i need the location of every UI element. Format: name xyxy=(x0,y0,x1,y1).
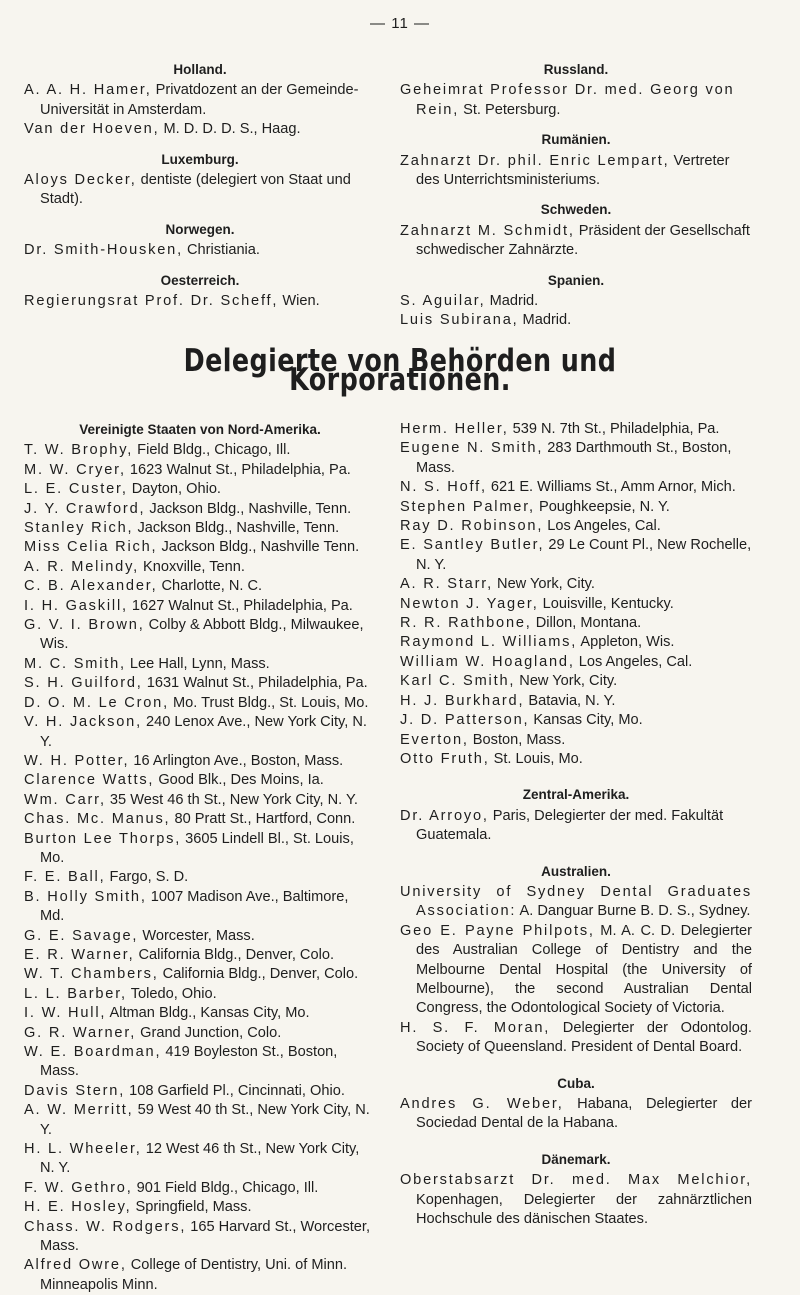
delegate-name: R. R. Rathbone, xyxy=(400,615,532,632)
delegate-name: Dr. Smith-Housken, xyxy=(24,242,183,259)
delegate-details: Toledo, Ohio. xyxy=(126,985,217,1002)
delegate-details: Field Bldg., Chicago, Ill. xyxy=(133,442,291,459)
delegate-name: Geo E. Payne Philpots, xyxy=(400,922,595,939)
delegate-name: Raymond L. Williams, xyxy=(400,634,578,651)
delegate-entry xyxy=(24,1198,376,1217)
section-heading: Cuba. xyxy=(557,1075,595,1091)
delegate-details: 1007 Madison Ave., Baltimore, Md. xyxy=(40,888,349,925)
delegate-details: Dillon, Montana. xyxy=(531,615,642,632)
delegate-details: Dayton, Ohio. xyxy=(127,481,221,498)
delegate-details: 419 Boyleston St., Boston, Mass. xyxy=(40,1044,338,1080)
delegate-name: Regierungsrat Prof. Dr. Scheff, xyxy=(24,293,279,310)
delegate-name: Ray D. Robinson, xyxy=(400,518,544,535)
delegate-entry xyxy=(24,752,376,771)
delegate-name: Clarence Watts, xyxy=(24,772,155,789)
delegate-entry xyxy=(400,222,752,261)
delegate-name: Eugene N. Smith, xyxy=(400,440,544,457)
delegate-entry xyxy=(24,1256,376,1295)
delegate-entry xyxy=(24,1179,376,1198)
section-heading: Schweden. xyxy=(540,202,612,218)
delegate-details: 1627 Walnut St., Philadelphia, Pa. xyxy=(127,597,353,614)
delegate-details: Präsident der Gesellschaft schwedischer Zahnärzte. xyxy=(416,222,750,259)
delegate-name: I. H. Gaskill, xyxy=(24,597,128,614)
delegate-details: Batavia, N. Y. xyxy=(524,692,616,709)
delegate-details: Fargo, S. D. xyxy=(105,869,189,886)
delegate-entry xyxy=(400,536,752,575)
delegate-name: Newton J. Yager, xyxy=(400,595,539,612)
section-heading: Zentral-Amerika. xyxy=(522,787,630,803)
delegate-entry xyxy=(24,538,376,557)
delegate-details: Jackson Bldg., Nashville, Tenn. xyxy=(133,520,340,537)
delegate-name: H. L. Wheeler, xyxy=(24,1141,142,1158)
delegate-details: California Bldg., Denver, Colo. xyxy=(158,966,359,983)
delegate-details: St. Petersburg. xyxy=(459,101,561,118)
delegate-name: G. V. I. Brown, xyxy=(24,617,145,634)
delegate-name: Burton Lee Thorps, xyxy=(24,830,182,847)
delegate-details: Knoxville, Tenn. xyxy=(138,558,245,575)
delegate-name: Karl C. Smith, xyxy=(400,673,516,690)
delegate-details: Delegierter der Odontolog. Society of Queensland. President of Dental Board. xyxy=(416,1019,752,1056)
delegate-details: 1623 Walnut St., Philadelphia, Pa. xyxy=(125,461,351,478)
delegate-details: A. Danguar Burne B. D. S., Sydney. xyxy=(516,903,751,920)
delegate-details: 12 West 46 th St., New York City, N. Y. xyxy=(40,1141,360,1177)
delegate-entry xyxy=(24,441,376,460)
delegate-entry xyxy=(24,674,376,693)
delegate-name: Geheimrat Professor Dr. med. Georg von Rein, xyxy=(400,82,735,118)
delegate-details: California Bldg., Denver, Colo. xyxy=(134,946,334,963)
delegate-name: H. J. Burkhard, xyxy=(400,692,525,709)
delegate-entry xyxy=(400,711,752,730)
delegate-name: E. Santley Butler, xyxy=(400,537,545,554)
delegate-details: Los Angeles, Cal. xyxy=(543,518,661,535)
delegate-name: Herm. Heller, xyxy=(400,421,509,437)
delegate-name: Miss Celia Rich, xyxy=(24,539,158,556)
delegate-details: Jackson Bldg., Nashville Tenn. xyxy=(157,539,360,556)
delegate-details: 3605 Lindell Bl., St. Louis, Mo. xyxy=(40,830,354,866)
delegate-entry xyxy=(24,985,376,1004)
delegate-details: Jackson Bldg., Nashville, Tenn. xyxy=(145,500,352,517)
delegate-entry xyxy=(24,888,376,927)
main-heading: Delegierte von Behörden und Korporationen. xyxy=(183,343,617,399)
delegate-entry xyxy=(400,883,752,922)
delegate-entry xyxy=(24,558,376,577)
delegate-entry xyxy=(400,439,752,478)
delegate-details: Grand Junction, Colo. xyxy=(136,1024,282,1041)
delegate-details: Mo. Trust Bldg., St. Louis, Mo. xyxy=(168,694,369,711)
delegate-details: Madrid. xyxy=(485,293,539,310)
delegate-entry xyxy=(24,519,376,538)
delegate-details: Los Angeles, Cal. xyxy=(574,653,693,670)
delegate-name: F. E. Ball, xyxy=(24,869,106,886)
delegate-details: College of Dentistry, Uni. of Minn. Minneapolis Minn. xyxy=(40,1257,348,1293)
delegate-name: V. H. Jackson, xyxy=(24,714,142,731)
delegate-details: Boston, Mass. xyxy=(468,731,566,748)
delegate-details: Good Blk., Des Moins, Ia. xyxy=(154,772,324,789)
delegate-name: Otto Fruth, xyxy=(400,750,490,767)
delegate-details: Privatdozent an der Gemeinde-Universität in Amsterdam. xyxy=(40,82,359,118)
delegate-details: New York, City. xyxy=(492,576,595,593)
delegate-name: J. D. Patterson, xyxy=(400,712,530,729)
delegate-entry xyxy=(24,461,376,480)
delegate-details: 539 N. 7th St., Philadelphia, Pa. xyxy=(508,421,720,437)
delegate-entry xyxy=(400,292,752,311)
delegate-name: C. B. Alexander, xyxy=(24,578,158,595)
delegate-name: G. R. Warner, xyxy=(24,1024,137,1041)
delegate-entry xyxy=(24,791,376,810)
delegate-details: 35 West 46 th St., New York City, N. Y. xyxy=(105,791,358,808)
delegate-name: W. H. Potter, xyxy=(24,752,130,769)
delegate-entry xyxy=(24,713,376,752)
delegate-entry xyxy=(24,830,376,869)
delegate-name: S. H. Guilford, xyxy=(24,675,143,692)
delegate-name: M. C. Smith, xyxy=(24,655,126,672)
delegate-name: Andres G. Weber, xyxy=(400,1096,564,1112)
delegate-details: Louisville, Kentucky. xyxy=(538,595,674,612)
delegate-name: L. L. Barber, xyxy=(24,985,127,1002)
delegate-name: J. Y. Crawford, xyxy=(24,500,146,517)
delegate-name: F. W. Gethro, xyxy=(24,1179,133,1196)
delegate-name: Everton, xyxy=(400,731,469,748)
delegate-entry xyxy=(24,1004,376,1023)
delegate-entry xyxy=(400,653,752,672)
delegate-details: Lee Hall, Lynn, Mass. xyxy=(125,655,270,672)
section-heading: Norwegen. xyxy=(165,221,235,237)
delegate-entry xyxy=(400,498,752,517)
delegate-details: Wien. xyxy=(278,293,320,310)
delegate-name: Chass. W. Rodgers, xyxy=(24,1218,187,1235)
delegate-entry xyxy=(400,1019,752,1058)
delegate-entry xyxy=(400,478,752,497)
delegate-entry xyxy=(400,731,752,750)
delegate-entry xyxy=(400,672,752,691)
column-right-top xyxy=(400,60,752,331)
delegate-name: M. W. Cryer, xyxy=(24,461,126,478)
delegate-entry xyxy=(400,517,752,536)
delegate-entry xyxy=(24,810,376,829)
delegate-entry xyxy=(400,575,752,594)
delegate-name: L. E. Custer, xyxy=(24,481,128,498)
delegate-name: Zahnarzt Dr. phil. Enric Lempart, xyxy=(400,152,670,169)
delegate-details: M. A. C. D. Delegierter des Australian College of Dentistry and the Melbourne Dental Hospital (the University of Melbourne), the second Australian Dental Congress, the Odontological Society of Victoria. xyxy=(416,922,752,1017)
delegate-details: Christiania. xyxy=(182,242,260,259)
delegate-entry xyxy=(24,694,376,713)
column-right-bottom xyxy=(400,420,752,1229)
delegate-details: 108 Garfield Pl., Cincinnati, Ohio. xyxy=(125,1082,345,1099)
delegate-name: G. E. Savage, xyxy=(24,927,139,944)
delegate-entry xyxy=(400,81,752,120)
column-left-top xyxy=(24,60,376,311)
delegate-name: A. A. H. Hamer, xyxy=(24,82,152,99)
delegate-details: 80 Pratt St., Hartford, Conn. xyxy=(170,811,356,828)
delegate-details: 901 Field Bldg., Chicago, Ill. xyxy=(132,1179,319,1196)
delegate-name: Zahnarzt M. Schmidt, xyxy=(400,222,575,239)
section-heading: Oesterreich. xyxy=(160,272,240,288)
delegate-entry xyxy=(24,965,376,984)
delegate-entry xyxy=(24,655,376,674)
delegate-name: Alfred Owre, xyxy=(24,1257,127,1274)
section-heading: Luxemburg. xyxy=(161,151,239,167)
delegate-details: M. D. D. D. S., Haag. xyxy=(159,121,301,138)
delegate-entry xyxy=(400,595,752,614)
delegate-entry xyxy=(24,1043,376,1082)
delegate-entry xyxy=(24,1082,376,1101)
delegate-entry xyxy=(400,614,752,633)
delegate-entry xyxy=(400,922,752,1019)
delegate-entry xyxy=(24,480,376,499)
delegate-name: S. Aguilar, xyxy=(400,293,486,310)
delegate-entry xyxy=(24,1140,376,1179)
delegate-details: Altman Bldg., Kansas City, Mo. xyxy=(106,1005,310,1022)
delegate-name: William W. Hoagland, xyxy=(400,653,575,670)
page-number: — 11 — xyxy=(370,15,430,32)
delegate-entry xyxy=(24,868,376,887)
delegate-entry xyxy=(24,1024,376,1043)
delegate-details: Madrid. xyxy=(518,312,572,329)
delegate-details: Worcester, Mass. xyxy=(138,927,255,944)
delegate-details: Poughkeepsie, N. Y. xyxy=(534,498,670,515)
delegate-entry xyxy=(24,597,376,616)
delegate-name: I. W. Hull, xyxy=(24,1005,107,1022)
delegate-details: Kopenhagen, Delegierter der zahnärztlichen Hochschule des dänischen Staates. xyxy=(416,1191,752,1228)
delegate-name: W. E. Boardman, xyxy=(24,1044,162,1060)
delegate-name: A. W. Merritt, xyxy=(24,1102,134,1119)
delegate-entry xyxy=(400,420,752,439)
delegate-entry xyxy=(24,577,376,596)
delegate-details: Colby & Abbott Bldg., Milwaukee, Wis. xyxy=(40,617,364,653)
delegate-name: H. E. Hosley, xyxy=(24,1199,132,1216)
delegate-name: H. S. F. Moran, xyxy=(400,1019,551,1036)
delegate-entry xyxy=(400,1095,752,1134)
delegate-name: A. R. Melindy, xyxy=(24,558,139,575)
delegate-details: Springfield, Mass. xyxy=(131,1199,252,1216)
delegate-entry xyxy=(400,633,752,652)
delegate-entry xyxy=(400,152,752,191)
section-heading: Spanien. xyxy=(547,272,605,288)
delegate-entry xyxy=(24,1218,376,1257)
delegate-name: Van der Hoeven, xyxy=(24,121,160,138)
delegate-name: University of Sydney Dental Graduates Association: xyxy=(400,883,752,920)
delegate-entry xyxy=(400,750,752,769)
delegate-name: Stephen Palmer, xyxy=(400,498,535,515)
delegate-name: Oberstabsarzt Dr. med. Max Melchior, xyxy=(400,1172,752,1189)
delegate-details: 621 E. Williams St., Amm Arnor, Mich. xyxy=(486,479,736,496)
delegate-entry xyxy=(24,927,376,946)
section-heading: Dänemark. xyxy=(541,1151,611,1167)
delegate-entry xyxy=(24,171,376,210)
delegate-details: 165 Harvard St., Worcester, Mass. xyxy=(40,1218,371,1255)
delegate-details: 240 Lenox Ave., New York City, N. Y. xyxy=(40,714,367,750)
delegate-details: St. Louis, Mo. xyxy=(489,750,583,767)
delegate-name: E. R. Warner, xyxy=(24,946,135,963)
delegate-name: A. R. Starr, xyxy=(400,576,493,593)
delegate-name: Aloys Decker, xyxy=(24,172,137,189)
delegate-details: New York, City. xyxy=(515,673,618,690)
delegate-name: T. W. Brophy, xyxy=(24,442,134,459)
section-heading: Russland. xyxy=(543,62,609,77)
section-heading: Vereinigte Staaten von Nord-Amerika. xyxy=(79,422,321,437)
delegate-details: 59 West 40 th St., New York City, N. Y. xyxy=(40,1102,370,1138)
delegate-name: B. Holly Smith, xyxy=(24,888,147,905)
delegate-details: 29 Le Count Pl., New Rochelle, N. Y. xyxy=(416,537,752,573)
delegate-details: dentiste (delegiert von Staat und Stadt). xyxy=(40,172,351,208)
delegate-entry xyxy=(24,241,376,260)
delegate-entry xyxy=(24,946,376,965)
delegate-details: Habana, Delegierter der Sociedad Dental de la Habana. xyxy=(416,1096,752,1132)
delegate-name: W. T. Chambers, xyxy=(24,966,159,983)
delegate-name: Luis Subirana, xyxy=(400,312,519,329)
delegate-entry xyxy=(24,120,376,139)
delegate-entry xyxy=(24,292,376,311)
delegate-entry xyxy=(24,771,376,790)
delegate-name: D. O. M. Le Cron, xyxy=(24,694,169,711)
delegate-name: Dr. Arroyo, xyxy=(400,807,489,824)
delegate-entry xyxy=(400,807,752,846)
column-left-bottom xyxy=(24,420,376,1295)
delegate-details: 283 Darthmouth St., Boston, Mass. xyxy=(416,440,732,476)
delegate-name: Chas. Mc. Manus, xyxy=(24,811,171,828)
delegate-details: Charlotte, N. C. xyxy=(157,578,263,595)
delegate-details: Appleton, Wis. xyxy=(577,634,675,651)
delegate-entry xyxy=(400,1171,752,1229)
delegate-entry xyxy=(400,311,752,330)
delegate-entry xyxy=(24,616,376,655)
delegate-entry xyxy=(24,500,376,519)
delegate-details: 1631 Walnut St., Philadelphia, Pa. xyxy=(142,675,368,692)
section-heading: Holland. xyxy=(173,62,227,77)
delegate-entry xyxy=(24,1101,376,1140)
delegate-details: Paris, Delegierter der med. Fakultät Guatemala. xyxy=(416,807,724,844)
section-heading: Australien. xyxy=(541,863,611,879)
delegate-entry xyxy=(400,692,752,711)
delegate-entry xyxy=(24,81,376,120)
delegate-name: Wm. Carr, xyxy=(24,791,106,808)
delegate-details: Kansas City, Mo. xyxy=(529,712,643,729)
delegate-name: N. S. Hoff, xyxy=(400,479,487,496)
section-heading: Rumänien. xyxy=(541,132,611,148)
delegate-details: Vertreter des Unterrichtsministeriums. xyxy=(416,152,730,189)
delegate-name: Stanley Rich, xyxy=(24,520,134,537)
delegate-details: 16 Arlington Ave., Boston, Mass. xyxy=(129,752,344,769)
delegate-name: Davis Stern, xyxy=(24,1082,126,1099)
